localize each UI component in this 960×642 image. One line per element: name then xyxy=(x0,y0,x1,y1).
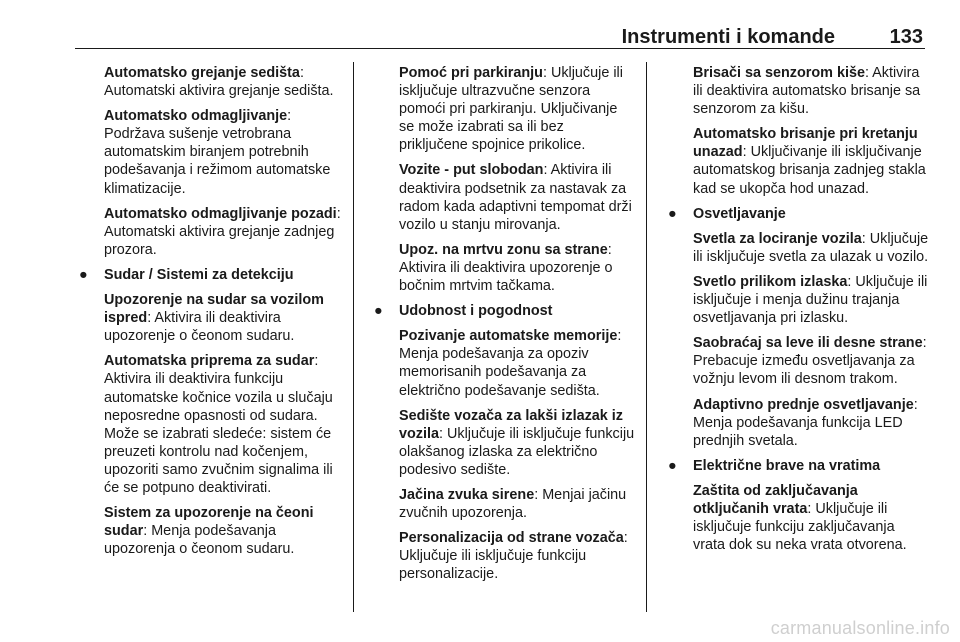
column-3 xyxy=(668,64,929,554)
entry-text: : Aktivira ili deaktivira funkciju automatske kočnice vozila u slučaju neposredne opasnosti od sudara. Može se izabrati sledeće: sistem će preuzeti kontrolu nad kočenjem, upozoriti samo zvučnim signalima ili će se potpuno deaktivirati. xyxy=(104,353,333,496)
entry-text: : Uključivanje ili isključivanje automatskog brisanja zadnjeg stakla kad se ukopča hod unazad. xyxy=(693,144,926,197)
entry-text: : Uključuje ili isključuje ultrazvučne senzora pomoći pri parkiranju. Uključivanje se može izabrati sa ili bez priključene spojnice prikolice. xyxy=(399,65,623,154)
entry-reverse-auto-wipe xyxy=(693,125,929,197)
entry-automatic-collision-prep xyxy=(104,352,342,497)
entry-term: Svetla za lociranje vozila xyxy=(693,230,862,247)
entry-text: : Aktivira ili deaktivira automatsko brisanje sa senzorom za kišu. xyxy=(693,65,921,118)
bullet-icon: ● xyxy=(668,457,677,474)
section-power-door-locks xyxy=(668,457,929,475)
entry-term: Automatsko brisanje pri kretanju unazad xyxy=(693,126,918,161)
column-divider xyxy=(646,62,647,612)
entry-automatic-rear-defog xyxy=(104,205,342,259)
entry-term: Pomoć pri parkiranju xyxy=(399,65,543,81)
entry-text: : Uključuje ili isključuje svetla za ulazak u vozilo. xyxy=(693,230,929,265)
entry-term: Brisači sa senzorom kiše xyxy=(693,65,865,81)
column-2 xyxy=(374,64,635,583)
column-divider xyxy=(353,62,354,612)
entry-term: Upoz. na mrtvu zonu sa strane xyxy=(399,241,608,258)
entry-term: Personalizacija od strane vozača xyxy=(399,530,624,547)
entry-front-collision-system xyxy=(104,504,342,558)
entry-auto-memory-recall xyxy=(399,327,635,399)
bullet-icon: ● xyxy=(374,303,383,320)
column-1 xyxy=(79,64,342,558)
entry-term: Upozorenje na sudar sa vozilom ispred xyxy=(104,292,324,327)
entry-exit-lighting xyxy=(693,273,929,327)
entry-term: Vozite - put slobodan xyxy=(399,162,544,179)
entry-term: Saobraćaj sa leve ili desne strane xyxy=(693,335,923,352)
entry-text: : Uključuje ili isključuje i menja dužinu trajanja osvetljavanja pri izlasku. xyxy=(693,273,928,327)
entry-forward-collision-alert xyxy=(104,291,342,345)
entry-term: Automatsko odmagljivanje xyxy=(104,108,288,125)
section-label: Osvetljavanje xyxy=(693,205,786,222)
entry-text: : Uključuje ili isključuje funkciju olakšanog izlaska za električno podesivo sedište. xyxy=(399,425,635,478)
entry-park-assist xyxy=(399,64,635,154)
entry-chime-volume xyxy=(399,486,635,522)
entry-adaptive-forward-lighting xyxy=(693,396,929,450)
entry-go-notifier xyxy=(399,161,635,233)
bullet-icon: ● xyxy=(79,266,88,283)
entry-term: Svetlo prilikom izlaska xyxy=(693,273,848,290)
entry-term: Jačina zvuka sirene xyxy=(399,486,535,503)
entry-text: : Menja podešavanja za opoziv memorisanih podešavanja za električno podešavanje sedišta. xyxy=(399,328,622,399)
entry-term: Sistem za upozorenje na čeoni sudar xyxy=(104,505,314,540)
watermark: carmanualsonline.info xyxy=(770,618,950,638)
entry-text: : Uključuje ili isključuje funkciju personalizacije. xyxy=(399,530,628,583)
bullet-icon: ● xyxy=(668,205,677,222)
entry-term: Automatsko odmagljivanje pozadi xyxy=(104,205,337,222)
entry-vehicle-locator-lights xyxy=(693,230,929,266)
entry-rain-sensing-wipers xyxy=(693,64,929,118)
entry-term: Pozivanje automatske memorije xyxy=(399,328,618,345)
entry-text: : Podržava sušenje vetrobrana automatskim biranjem potrebnih podešavanja i režimom automatske klimatizacije. xyxy=(104,108,331,197)
entry-term: Sedište vozača za lakši izlazak iz vozila xyxy=(399,407,623,442)
entry-easy-exit-seat xyxy=(399,407,635,479)
page-title: Instrumenti i komande xyxy=(621,26,835,48)
page-header xyxy=(75,28,925,49)
entry-term: Automatsko grejanje sedišta xyxy=(104,65,300,81)
entry-unlocked-door-anti-lockout xyxy=(693,482,929,554)
entry-left-right-traffic xyxy=(693,334,929,388)
section-label: Sudar / Sistemi za detekciju xyxy=(104,266,294,283)
entry-text: : Menja podešavanja upozorenja o čeonom sudaru. xyxy=(104,523,295,558)
section-label: Udobnost i pogodnost xyxy=(399,303,553,320)
entry-text: : Aktivira ili deaktivira podsetnik za nastavak za radom kada adaptivni tempomat drži vozilo u stanju mirovanja. xyxy=(399,162,632,233)
entry-text: : Automatski aktivira grejanje sedišta. xyxy=(104,65,334,100)
entry-automatic-seat-heating xyxy=(104,64,342,100)
section-collision-detection xyxy=(79,266,342,284)
entry-term: Zaštita od zaključavanja otključanih vrata xyxy=(693,482,858,517)
page-number: 133 xyxy=(889,26,923,48)
section-comfort-convenience xyxy=(374,302,635,320)
entry-term: Adaptivno prednje osvetljavanje xyxy=(693,396,914,413)
entry-side-blind-zone-alert xyxy=(399,241,635,295)
entry-term: Automatska priprema za sudar xyxy=(104,353,315,370)
entry-text: : Uključuje ili isključuje funkciju zaključavanja vrata dok su neka vrata otvorena. xyxy=(693,500,907,554)
entry-text: : Menjai jačinu zvučnih upozorenja. xyxy=(399,486,627,522)
entry-automatic-defog xyxy=(104,107,342,197)
entry-text: : Automatski aktivira grejanje zadnjeg prozora. xyxy=(104,205,341,258)
section-label: Električne brave na vratima xyxy=(693,457,881,474)
entry-text: : Aktivira ili deaktivira upozorenje o bočnim mrtvim tačkama. xyxy=(399,241,613,295)
section-lighting xyxy=(668,205,929,223)
entry-text: : Prebacuje između osvetljavanja za vožnju levom ili desnom trakom. xyxy=(693,335,927,388)
entry-text: : Aktivira ili deaktivira upozorenje o čeonom sudaru. xyxy=(104,310,295,345)
entry-driver-personalization xyxy=(399,529,635,583)
entry-text: : Menja podešavanja funkcija LED prednjih svetala. xyxy=(693,396,918,449)
